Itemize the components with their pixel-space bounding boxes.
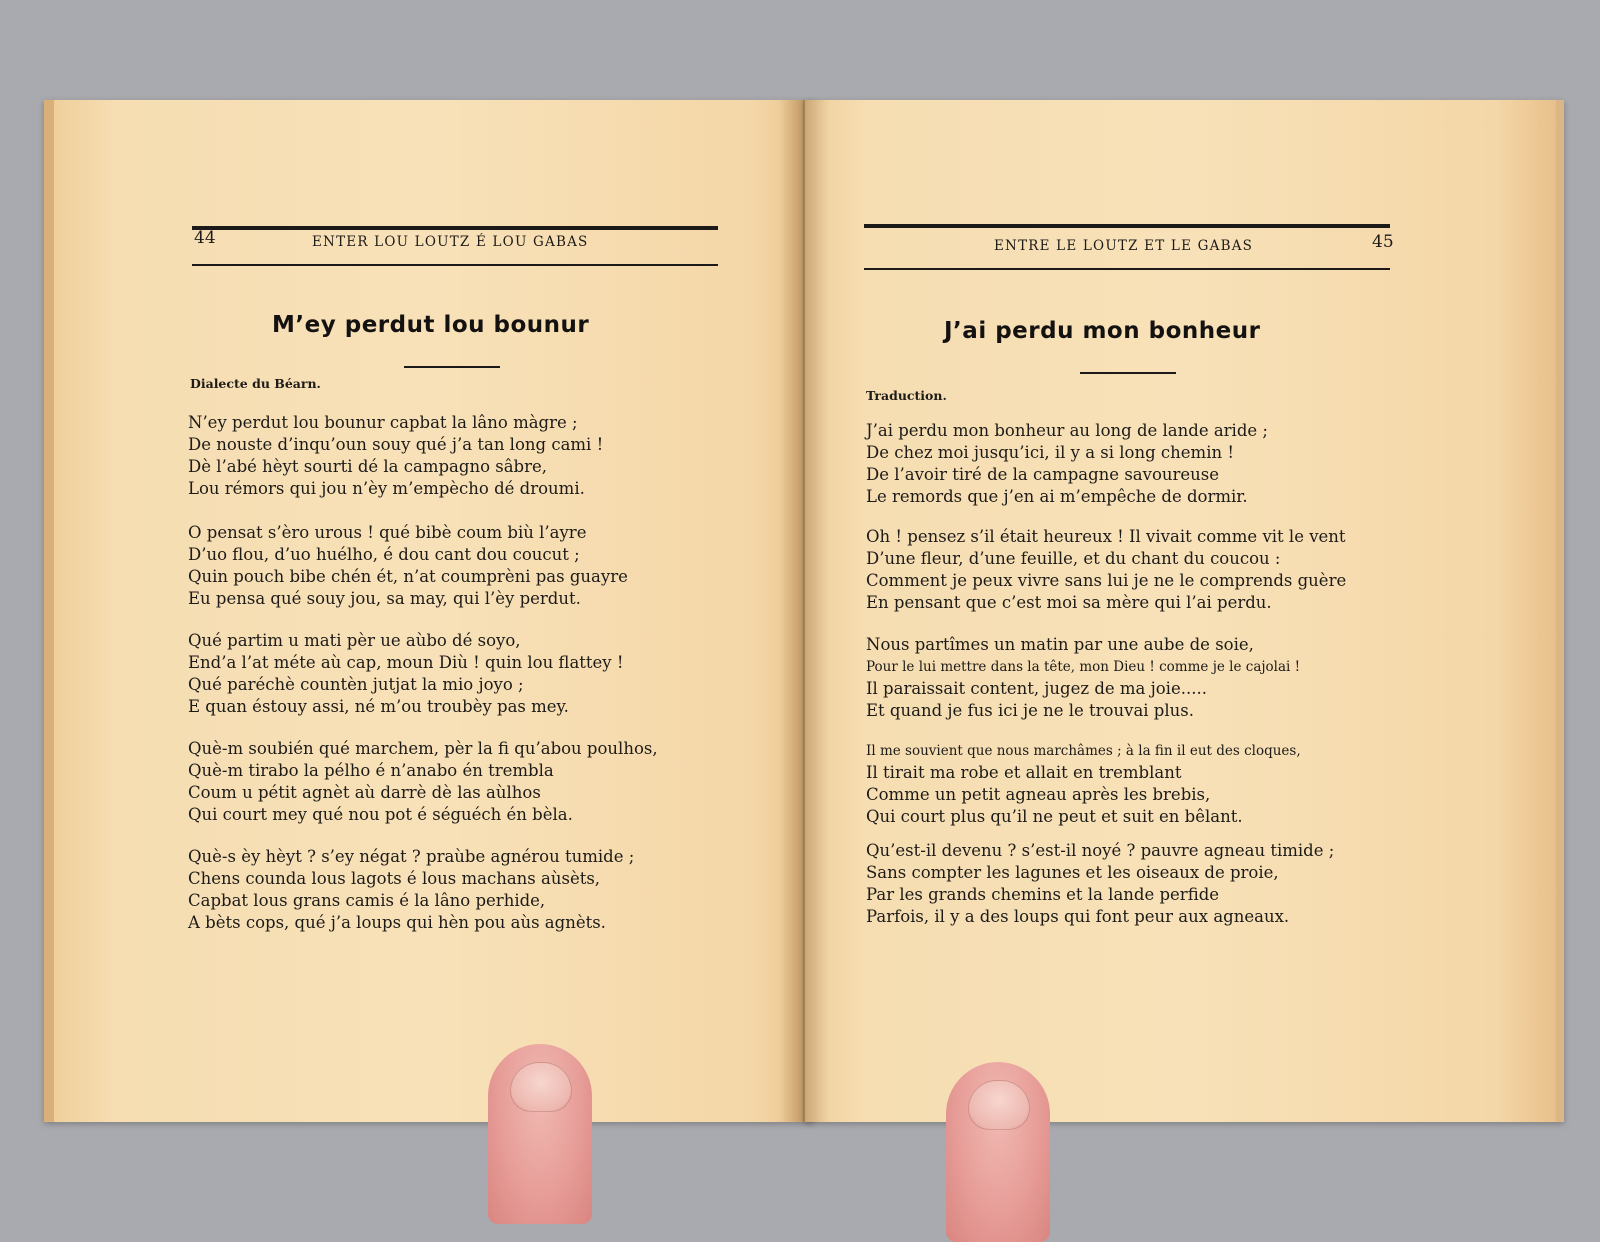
left-thumb: [488, 1044, 592, 1224]
verse-line: Eu pensa qué souy jou, sa may, qui l’èy perdut.: [188, 589, 581, 608]
stanza: [188, 412, 603, 500]
running-head: ENTRE LE LOUTZ ET LE GABAS: [994, 238, 1254, 254]
verse-line: O pensat s’èro urous ! qué bibè coum biù l’ayre: [188, 523, 587, 542]
header-rule-top: [864, 224, 1390, 228]
left-page: [44, 100, 814, 1122]
stanza: [866, 634, 1300, 722]
verse-line: De nouste d’inqu’oun souy qué j’a tan long cami !: [188, 435, 604, 454]
verse-line: En pensant que c’est moi sa mère qui l’ai perdu.: [866, 593, 1272, 612]
title-rule: [1080, 372, 1176, 374]
verse-line: E quan éstouy assi, né m’ou troubèy pas mey.: [188, 697, 569, 716]
header-rule-bottom: [192, 264, 718, 266]
verse-line: A bèts cops, qué j’a loups qui hèn pou aùs agnèts.: [188, 913, 606, 932]
verse-line: Parfois, il y a des loups qui font peur aux agneaux.: [866, 907, 1290, 926]
verse-line: Il me souvient que nous marchâmes ; à la fin il eut des cloques,: [866, 743, 1301, 759]
verse-line: Coum u pétit agnèt aù darrè dè las aùlhos: [188, 783, 541, 802]
verse-line: Qui court plus qu’il ne peut et suit en bêlant.: [866, 807, 1243, 826]
verse-line: Et quand je fus ici je ne le trouvai plus.: [866, 701, 1194, 720]
verse-line: Qué paréchè countèn jutjat la mio joyo ;: [188, 675, 524, 694]
verse-line: Capbat lous grans camis é la lâno perhide,: [188, 891, 546, 910]
header-rule-bottom: [864, 268, 1390, 270]
verse-line: Qué partim u mati pèr ue aùbo dé soyo,: [188, 631, 521, 650]
verse-line: Qui court mey qué nou pot é séguéch én bèla.: [188, 805, 573, 824]
verse-line: Il tirait ma robe et allait en tremblant: [866, 763, 1182, 782]
verse-line: Què-s èy hèyt ? s’ey négat ? praùbe agnérou tumide ;: [188, 847, 635, 866]
book-gutter: [779, 100, 829, 1122]
stanza: [188, 630, 624, 718]
verse-line: Il paraissait content, jugez de ma joie.....: [866, 679, 1207, 698]
open-book: [44, 100, 1566, 1122]
page-number: 45: [1372, 232, 1394, 252]
header-rule-top: [192, 226, 718, 230]
verse-line: Nous partîmes un matin par une aube de soie,: [866, 635, 1254, 654]
stanza: [866, 526, 1346, 614]
page-number: 44: [194, 228, 216, 248]
stanza: [866, 420, 1268, 508]
verse-line: Sans compter les lagunes et les oiseaux de proie,: [866, 863, 1279, 882]
verse-line: N’ey perdut lou bounur capbat la lâno màgre ;: [188, 413, 578, 432]
verse-line: D’une fleur, d’une feuille, et du chant du coucou :: [866, 549, 1281, 568]
verse-line: Le remords que j’en ai m’empêche de dormir.: [866, 487, 1248, 506]
thumbnail: [968, 1080, 1030, 1130]
verse-line: Quin pouch bibe chén ét, n’at coumprèni pas guayre: [188, 567, 628, 586]
dialect-note: Dialecte du Béarn.: [190, 376, 321, 391]
poem-title: J’ai perdu mon bonheur: [944, 318, 1261, 344]
verse-line: De chez moi jusqu’ici, il y a si long chemin !: [866, 443, 1234, 462]
verse-line: Chens counda lous lagots é lous machans aùsèts,: [188, 869, 601, 888]
verse-line: Què-m tirabo la pélho é n’anabo én trembla: [188, 761, 554, 780]
title-rule: [404, 366, 500, 368]
verse-line: De l’avoir tiré de la campagne savoureuse: [866, 465, 1220, 484]
stanza: [866, 840, 1334, 928]
verse-line: Qu’est-il devenu ? s’est-il noyé ? pauvre agneau timide ;: [866, 841, 1335, 860]
verse-line: Par les grands chemins et la lande perfide: [866, 885, 1220, 904]
right-thumb: [946, 1062, 1050, 1242]
stanza: [188, 522, 628, 610]
stanza: [188, 846, 634, 934]
verse-line: Què-m soubién qué marchem, pèr la fi qu’abou poulhos,: [188, 739, 658, 758]
stanza: [188, 738, 658, 826]
verse-line: J’ai perdu mon bonheur au long de lande aride ;: [866, 421, 1268, 440]
verse-line: Oh ! pensez s’il était heureux ! Il vivait comme vit le vent: [866, 527, 1346, 546]
stanza: [866, 740, 1301, 828]
verse-line: D’uo flou, d’uo huélho, é dou cant dou coucut ;: [188, 545, 580, 564]
thumbnail: [510, 1062, 572, 1112]
poem-title: M’ey perdut lou bounur: [272, 312, 590, 338]
translation-note: Traduction.: [866, 388, 947, 403]
verse-line: Comment je peux vivre sans lui je ne le comprends guère: [866, 571, 1347, 590]
verse-line: Pour le lui mettre dans la tête, mon Dieu ! comme je le cajolai !: [866, 659, 1301, 675]
verse-line: Dè l’abé hèyt sourti dé la campagno sâbre,: [188, 457, 548, 476]
running-head: ENTER LOU LOUTZ É LOU GABAS: [312, 234, 589, 250]
verse-line: Comme un petit agneau après les brebis,: [866, 785, 1211, 804]
verse-line: Lou rémors qui jou n’èy m’empècho dé droumi.: [188, 479, 585, 498]
right-page: [804, 100, 1564, 1122]
verse-line: End’a l’at méte aù cap, moun Diù ! quin lou flattey !: [188, 653, 624, 672]
